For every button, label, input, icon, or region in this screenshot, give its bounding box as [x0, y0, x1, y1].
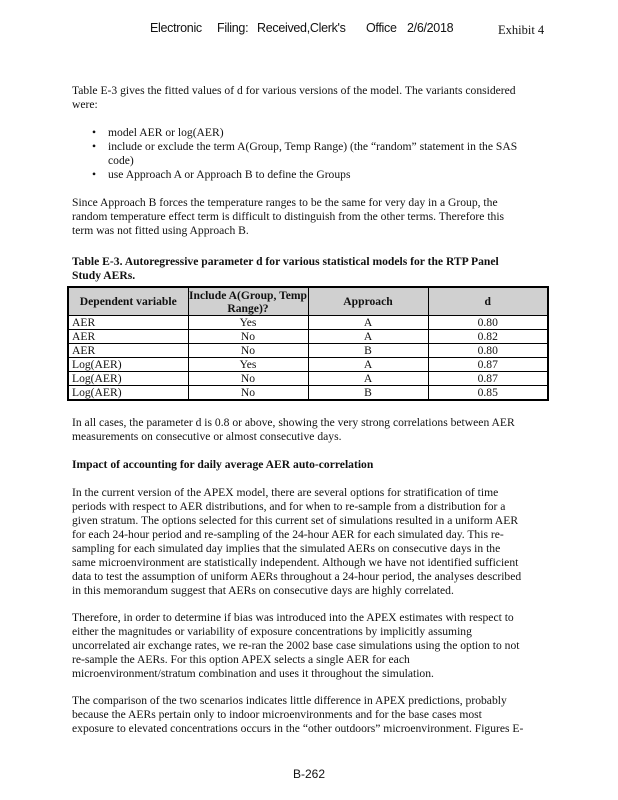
filing-stamp-word: Office	[366, 21, 397, 35]
table-cell: No	[188, 330, 308, 344]
table-cell: 0.80	[428, 344, 548, 358]
table-row	[68, 344, 548, 358]
bullet-icon: •	[92, 168, 97, 181]
text-line: periods with respect to AER distributions, and for when to re-sample from a distribution for a	[72, 500, 506, 513]
exhibit-label: Exhibit 4	[498, 23, 545, 37]
filing-stamp-word: Received,Clerk's	[257, 21, 346, 35]
text-line: microenvironment/stratum combination and uses it throughout the simulation.	[72, 667, 434, 680]
text-line: In all cases, the parameter d is 0.8 or above, showing the very strong correlations between AER	[72, 416, 515, 429]
text-line: include or exclude the term A(Group, Temp Range) (the “random” statement in the SAS	[108, 140, 518, 153]
paragraph-approach-b	[72, 196, 552, 238]
text-line: model AER or log(AER)	[108, 126, 224, 139]
text-line: use Approach A or Approach B to define the Groups	[108, 168, 351, 181]
table-cell: A	[308, 358, 428, 372]
table-cell: A	[308, 372, 428, 386]
table-row	[68, 386, 548, 401]
column-header: Dependent variable	[68, 287, 188, 316]
results-table	[67, 286, 549, 401]
table-cell: No	[188, 372, 308, 386]
bullet-icon: •	[92, 126, 97, 139]
text-line: Since Approach B forces the temperature ranges to be the same for very day in a Group, the	[72, 196, 498, 209]
text-line: Table E-3 gives the fitted values of d for various versions of the model. The variants considered	[72, 84, 516, 97]
table-caption	[72, 255, 552, 283]
table-cell: A	[308, 316, 428, 330]
text-line: Table E-3. Autoregressive parameter d for various statistical models for the RTP Panel	[72, 255, 499, 268]
table-cell: Log(AER)	[68, 358, 188, 372]
table-cell: AER	[68, 316, 188, 330]
heading-text: Impact of accounting for daily average AER auto-correlation	[72, 458, 374, 471]
text-line: data to test the assumption of uniform AERs throughout a 24-hour period, the analyses described	[72, 570, 522, 583]
table-cell: Yes	[188, 316, 308, 330]
table-cell: AER	[68, 344, 188, 358]
text-line: code)	[108, 154, 134, 167]
table-cell: B	[308, 344, 428, 358]
table-row	[68, 330, 548, 344]
text-line: Study AERs.	[72, 269, 136, 282]
table-cell: 0.82	[428, 330, 548, 344]
table-row	[68, 316, 548, 330]
text-line: either the magnitudes or variability of exposure concentrations by implicitly assuming	[72, 625, 472, 638]
text-line: The comparison of the two scenarios indicates little difference in APEX predictions, probably	[72, 694, 507, 707]
paragraph-summary	[72, 416, 552, 444]
text-line: same microenvironment are statistically independent. Although we have not identified sufficient	[72, 556, 519, 569]
text-line: measurements on consecutive or almost consecutive days.	[72, 430, 342, 443]
table-cell: Log(AER)	[68, 372, 188, 386]
table-cell: Log(AER)	[68, 386, 188, 401]
table-cell: No	[188, 344, 308, 358]
paragraph-comparison	[72, 694, 552, 736]
column-header: Include A(Group, Temp Range)?	[188, 288, 307, 315]
table-cell: 0.87	[428, 358, 548, 372]
table-header-row	[68, 287, 548, 316]
text-line: Therefore, in order to determine if bias was introduced into the APEX estimates with respect to	[72, 611, 514, 624]
text-line: sampling for each simulated day implies that the simulated AERs on consecutive days in the	[72, 542, 501, 555]
filing-stamp-word: Electronic	[150, 21, 202, 35]
text-line: random temperature effect term is difficult to distinguish from the other terms. Therefore this	[72, 210, 505, 223]
table-row	[68, 372, 548, 386]
text-line: given stratum. The options selected for this current set of simulations resulted in a uniform AER	[72, 514, 519, 527]
table-cell: Yes	[188, 358, 308, 372]
text-line: because the AERs pertain only to indoor microenvironments and for the base cases most	[72, 708, 482, 721]
table-cell: No	[188, 386, 308, 401]
text-line: In the current version of the APEX model, there are several options for stratification of time	[72, 486, 499, 499]
table-cell: B	[308, 386, 428, 401]
table-row	[68, 358, 548, 372]
filing-stamp-date: 2/6/2018	[407, 21, 454, 35]
table-cell: 0.87	[428, 372, 548, 386]
table-cell: 0.80	[428, 316, 548, 330]
section-heading	[72, 458, 552, 472]
table-cell: 0.85	[428, 386, 548, 401]
paragraph-current-version	[72, 486, 552, 598]
text-line: term was not fitted using Approach B.	[72, 224, 249, 237]
text-line: in this memorandum suggest that AERs on consecutive days are highly correlated.	[72, 584, 454, 597]
paragraph-therefore	[72, 611, 552, 681]
table-cell: AER	[68, 330, 188, 344]
filing-stamp-word: Filing:	[217, 21, 249, 35]
bullet-icon: •	[92, 140, 97, 153]
page-number: B-262	[292, 767, 326, 781]
table-cell: A	[308, 330, 428, 344]
text-line: re-sample the AERs. For this option APEX selects a single AER for each	[72, 653, 410, 666]
paragraph-intro	[72, 84, 552, 112]
text-line: for each 24-hour period and re-sampling of the 24-hour AER for each simulated day. This re-	[72, 528, 504, 541]
text-line: uncorrelated air exchange rates, we re-ran the 2002 base case simulations using the option to not	[72, 639, 520, 652]
column-header: Approach	[308, 287, 428, 316]
column-header: d	[428, 287, 548, 316]
text-line: exposure to elevated concentrations occurs in the “other outdoors” microenvironment. Figures E-	[72, 722, 524, 735]
text-line: were:	[72, 98, 98, 111]
